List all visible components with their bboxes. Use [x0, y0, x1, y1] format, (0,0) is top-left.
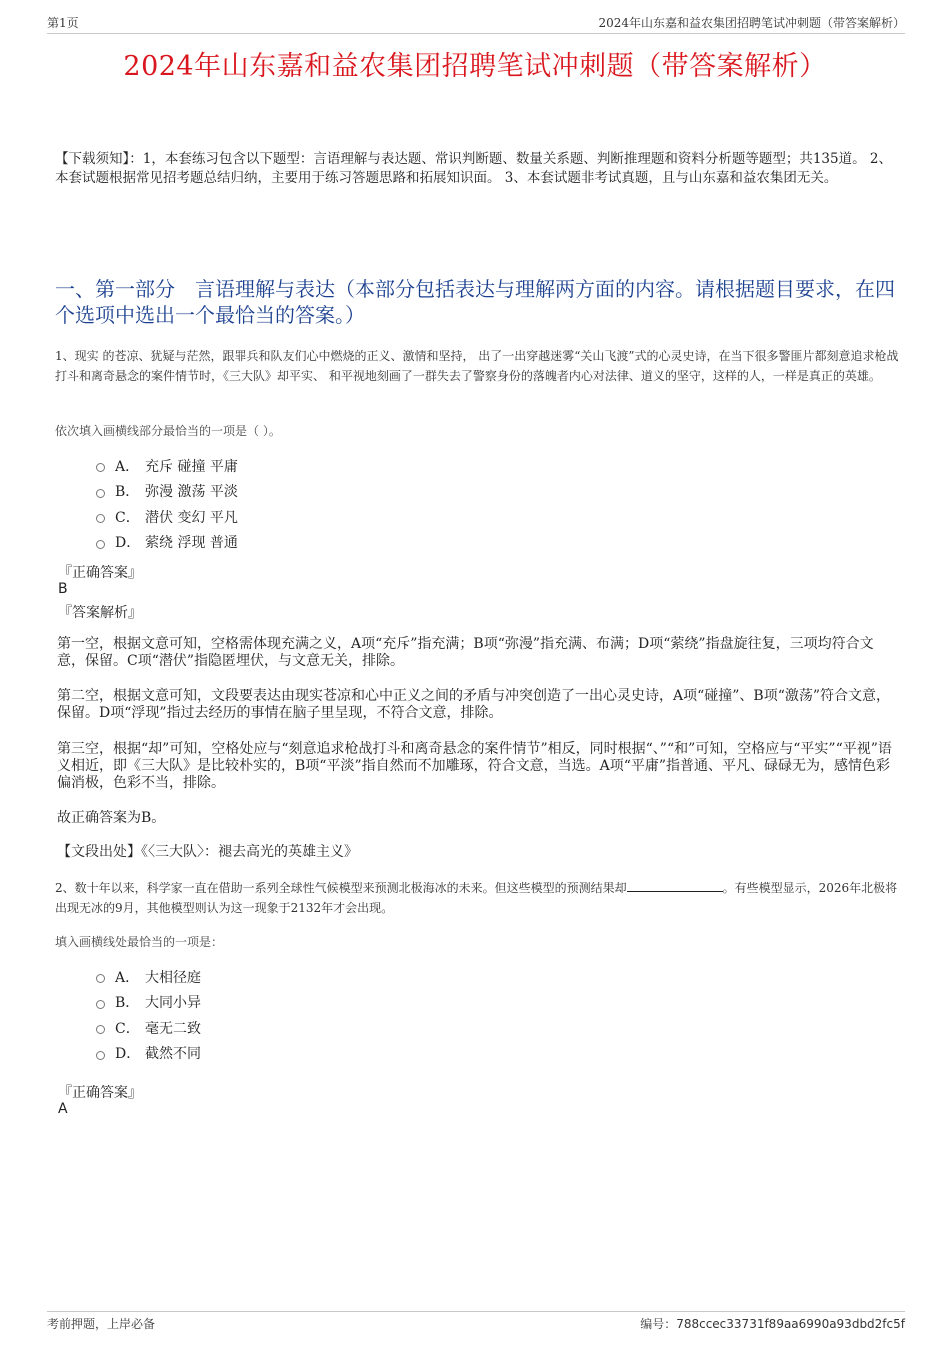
- radio-button-icon[interactable]: [96, 974, 105, 983]
- footer-slogan: 考前押题，上岸必备: [47, 1317, 156, 1331]
- answer-label: 『正确答案』: [58, 565, 142, 581]
- download-notice: 【下载须知】：1，本套练习包含以下题型：言语理解与表达题、常识判断题、数量关系题、判断推理题和资料分析题等题型；共135道。 2、本套试题根据常见招考题总结归纳，主要用于练习答题思路和拓展知识面。 3、本套试题非考试真题，且与山东嘉和益农集团无关。: [55, 151, 892, 186]
- analysis-paragraph-2: 第二空，根据文意可知，文段要表达由现实苍凉和心中正义之间的矛盾与冲突创造了一出心灵史诗，A项“碰撞”、B项“激荡”符合文意，保留。D项“浮现”指过去经历的事情在脑子里呈现，不符合文意，排除。: [57, 688, 891, 721]
- fill-in-blank: [627, 880, 723, 892]
- question-1-options: [96, 453, 238, 555]
- option-a[interactable]: A． 大相径庭: [96, 964, 201, 990]
- analysis-paragraph-3: 第三空，根据“却”可知，空格处应与“刻意追求枪战打斗和离奇悬念的案件情节”相反，同时根据“、”“和”可知，空格应与“平实”“平视”语义相近，即《三大队》是比较朴实的，B项“平淡”指自然而不加雕琢，符合文意，当选。A项“平庸”指普通、平凡、碌碌无为，感情色彩偏消极，色彩不当，排除。: [57, 741, 892, 791]
- page-number: 第1页: [47, 16, 79, 30]
- document-code: 编号：788ccec33731f89aa6990a93dbd2fc5f: [640, 1317, 905, 1331]
- question-1-text: 1、现实 的苍凉、犹疑与茫然，跟罪兵和队友们心中燃烧的正义、激情和坚持， 出了一出穿越迷雾“关山飞渡”式的心灵史诗，在当下很多警匪片都刻意追求枪战打斗和离奇悬念的案件情节时，《三大队》却平实、 和平视地刻画了一群失去了警察身份的落魄者内心对法律、道义的坚守，这样的人，一样是真正的英雄。: [55, 349, 899, 383]
- option-b[interactable]: B． 弥漫 激荡 平淡: [96, 479, 238, 505]
- radio-button-icon[interactable]: [96, 540, 105, 549]
- source-citation: 【文段出处】《〈三大队〉：褪去高光的英雄主义》: [57, 844, 358, 860]
- answer-label: 『正确答案』: [58, 1085, 142, 1101]
- option-c[interactable]: C． 潜伏 变幻 平凡: [96, 504, 238, 530]
- analysis-label: 『答案解析』: [58, 605, 142, 621]
- option-b[interactable]: B． 大同小异: [96, 990, 201, 1016]
- document-title: 2024年山东嘉和益农集团招聘笔试冲刺题（带答案解析）: [123, 51, 827, 82]
- question-2-text: 2、数十年以来，科学家一直在借助一系列全球性气候模型来预测北极海冰的未来。但这些模型的预测结果却 。有些模型显示，2026年北极将出现无冰的9月，其他模型则认为这一现象于2132年才会出现。: [55, 881, 898, 915]
- radio-button-icon[interactable]: [96, 1051, 105, 1060]
- option-c[interactable]: C． 毫无二致: [96, 1015, 201, 1041]
- page-footer: [47, 1311, 905, 1332]
- question-2-options: [96, 964, 201, 1066]
- section-title: 一、第一部分 言语理解与表达（本部分包括表达与理解两方面的内容。请根据题目要求，在四个选项中选出一个最恰当的答案。）: [55, 277, 895, 327]
- question-2-instruction: 填入画横线处最恰当的一项是：: [55, 935, 224, 949]
- radio-button-icon[interactable]: [96, 463, 105, 472]
- header-doc-title: 2024年山东嘉和益农集团招聘笔试冲刺题（带答案解析）: [598, 16, 905, 30]
- option-a[interactable]: A． 充斥 碰撞 平庸: [96, 453, 238, 479]
- page-header: [47, 14, 905, 34]
- radio-button-icon[interactable]: [96, 1000, 105, 1009]
- answer-value: A: [58, 1101, 68, 1117]
- analysis-conclusion: 故正确答案为B。: [57, 810, 166, 826]
- question-1-instruction: 依次填入画横线部分最恰当的一项是（ ）。: [55, 424, 281, 438]
- answer-value: B: [58, 581, 68, 597]
- radio-button-icon[interactable]: [96, 489, 105, 498]
- radio-button-icon[interactable]: [96, 1025, 105, 1034]
- radio-button-icon[interactable]: [96, 514, 105, 523]
- option-d[interactable]: D． 萦绕 浮现 普通: [96, 530, 238, 556]
- option-d[interactable]: D． 截然不同: [96, 1041, 201, 1067]
- analysis-paragraph-1: 第一空，根据文意可知，空格需体现充满之义，A项“充斥”指充满；B项“弥漫”指充满、布满；D项“萦绕”指盘旋往复，三项均符合文意，保留。C项“潜伏”指隐匿埋伏，与文意无关，排除。: [57, 636, 874, 669]
